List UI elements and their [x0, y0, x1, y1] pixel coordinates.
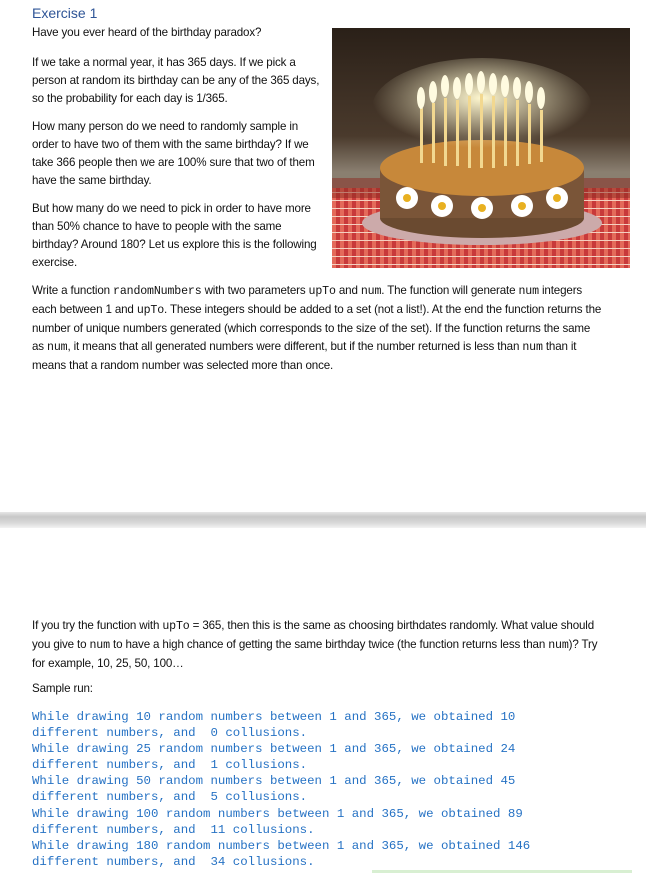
output-line: While drawing 180 random numbers between 1 and 365, we obtained 146 different numbers, and 34 collusions. [32, 838, 531, 869]
sample-run-output [32, 709, 530, 870]
intro-paragraph: If we take a normal year, it has 365 days. If we pick a person at random its birthday can be any of the 365 days, so the probability for each day is 1/365. [32, 56, 320, 105]
question-paragraph: If you try the function with upTo = 365, then this is the same as choosing birthdates randomly. What value should you give to num to have a high chance of getting the same birthday twice (the function returns less than num)? Try for example, 10, 25, 50, 100… [32, 619, 598, 670]
function-name: randomNumbers [113, 285, 202, 298]
output-line: While drawing 50 random numbers between 1 and 365, we obtained 45 different numbers, and 5 collusions. [32, 774, 516, 805]
intro-paragraph: Have you ever heard of the birthday paradox? [32, 26, 262, 39]
sample-run-label: Sample run: [32, 682, 93, 695]
exercise-title: Exercise 1 [32, 5, 98, 21]
output-line: While drawing 25 random numbers between 1 and 365, we obtained 24 different numbers, and 1 collusions. [32, 742, 516, 773]
output-line: While drawing 10 random numbers between 1 and 365, we obtained 10 different numbers, and 0 collusions. [32, 710, 516, 741]
intro-paragraph: But how many do we need to pick in order to have more than 50% chance to have to people with the same birthday? Around 180? Let us explore this is the following exercise. [32, 202, 317, 269]
task-paragraph: Write a function randomNumbers with two parameters upTo and num. The function will generate num integers each between 1 and upTo. These integers should be added to a set (not a list!). At the end the function returns the number of unique numbers generated (which corresponds to the size of the set). If the function returns the same as num, it means that all generated numbers were different, but if the number returned is less than num than it means that a random number was selected more than once. [32, 284, 602, 372]
output-line: While drawing 100 random numbers between 1 and 365, we obtained 89 different numbers, and 11 collusions. [32, 806, 523, 837]
intro-paragraph: How many person do we need to randomly sample in order to have two of them with the same birthday? If we take 366 people then we are 100% sure that two of them have the same birthday. [32, 120, 315, 187]
page-break [0, 512, 646, 528]
birthday-cake-photo [332, 28, 630, 268]
